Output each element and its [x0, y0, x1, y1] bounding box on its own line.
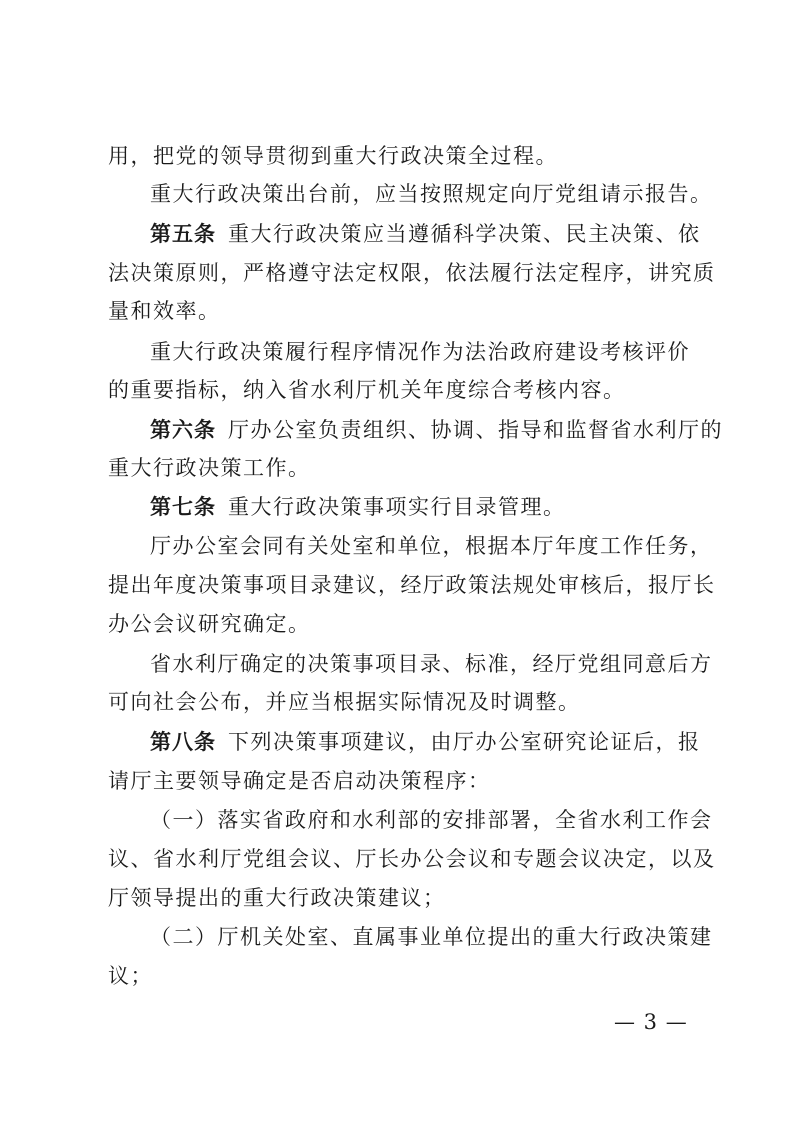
text-line [150, 648, 740, 680]
line-text: （一）落实省政府和水利部的安排部署，全省水利工作会 [150, 808, 713, 832]
text-line [108, 843, 716, 875]
text-line [150, 336, 740, 368]
line-text: 下列决策事项建议，由厅办公室研究论证后，报 [228, 730, 701, 754]
line-text: 厅领导提出的重大行政决策建议； [108, 886, 446, 910]
text-line [108, 608, 698, 640]
line-text: 重大行政决策应当遵循科学决策、民主决策、依 [228, 222, 701, 246]
text-line [150, 804, 740, 836]
text-line [108, 960, 698, 992]
text-line [108, 452, 698, 484]
article-heading: 第五条 [150, 222, 216, 246]
line-text: （二）厅机关处室、直属事业单位提出的重大行政决策建 [150, 925, 713, 949]
line-text: 提出年度决策事项目录建议，经厅政策法规处审核后，报厅长 [108, 573, 716, 597]
line-text: 重大行政决策履行程序情况作为法治政府建设考核评价 [150, 340, 690, 364]
line-text: 可向社会公布，并应当根据实际情况及时调整。 [108, 690, 581, 714]
article-heading: 第六条 [150, 418, 216, 442]
text-line [108, 765, 698, 797]
text-line [150, 921, 740, 953]
line-text: 法决策原则，严格遵守法定权限，依法履行法定程序，讲究质 [108, 261, 716, 285]
line-text: 议、省水利厅党组会议、厅长办公会议和专题会议决定，以及 [108, 847, 716, 871]
article-8-line [150, 726, 740, 758]
article-5-line [150, 218, 740, 250]
line-text: 重大行政决策事项实行目录管理。 [228, 495, 566, 519]
text-line [108, 882, 698, 914]
article-heading: 第八条 [150, 730, 216, 754]
article-heading: 第七条 [150, 495, 216, 519]
line-text: 的重要指标，纳入省水利厅机关年度综合考核内容。 [108, 378, 626, 402]
text-line [108, 686, 698, 718]
line-text: 议； [108, 964, 153, 988]
line-text: 厅办公室负责组织、协调、指导和监督省水利厅的 [228, 418, 723, 442]
text-line [108, 140, 698, 172]
line-text: 厅办公室会同有关处室和单位，根据本厅年度工作任务， [150, 534, 713, 558]
text-line [108, 374, 698, 406]
page-number: — 3 — [614, 1010, 688, 1034]
article-6-line [150, 414, 740, 446]
text-line [108, 257, 716, 289]
line-text: 重大行政决策出台前，应当按照规定向厅党组请示报告。 [150, 182, 713, 206]
text-line [108, 295, 698, 327]
line-text: 用，把党的领导贯彻到重大行政决策全过程。 [108, 144, 558, 168]
line-text: 办公会议研究确定。 [108, 612, 311, 636]
line-text: 请厅主要领导确定是否启动决策程序： [108, 769, 491, 793]
line-text: 省水利厅确定的决策事项目录、标准，经厅党组同意后方 [150, 652, 713, 676]
text-line [108, 569, 716, 601]
line-text: 重大行政决策工作。 [108, 456, 311, 480]
line-text: 量和效率。 [108, 299, 221, 323]
text-line [150, 530, 740, 562]
article-7-line [150, 491, 740, 523]
text-line [150, 178, 740, 210]
